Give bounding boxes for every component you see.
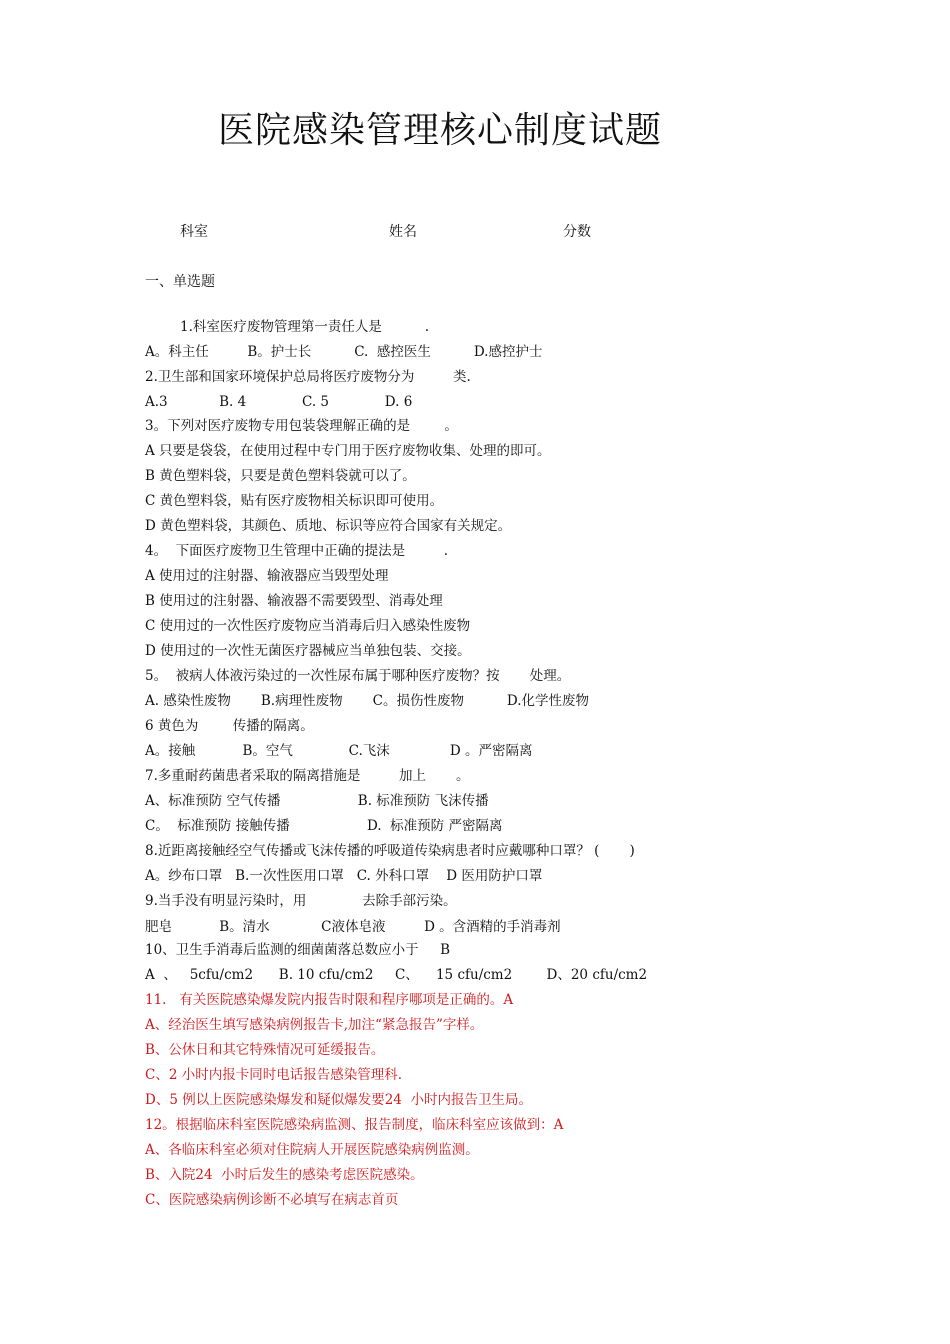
question-7: 7.多重耐药菌患者采取的隔离措施是 加上 。 xyxy=(145,768,470,784)
question-11-option-d: D、5 例以上医院感染爆发和疑似爆发要24 小时内报告卫生局。 xyxy=(145,1092,532,1108)
question-3-option-b: B 黄色塑料袋，只要是黄色塑料袋就可以了。 xyxy=(145,468,416,484)
question-8-options: A。纱布口罩 B.一次性医用口罩 C. 外科口罩 D 医用防护口罩 xyxy=(145,868,543,884)
question-3-option-c: C 黄色塑料袋，贴有医疗废物相关标识即可使用。 xyxy=(145,493,444,509)
question-5: 5。 被病人体液污染过的一次性尿布属于哪种医疗废物？按 处理。 xyxy=(145,668,571,684)
question-11-option-a: A、经治医生填写感染病例报告卡,加注“紧急报告”字样。 xyxy=(145,1017,484,1033)
question-11-option-c: C、2 小时内报卡同时电话报告感染管理科. xyxy=(145,1067,403,1083)
question-1: 1.科室医疗废物管理第一责任人是 . xyxy=(180,319,430,335)
question-7-options-ab: A、标准预防 空气传播 B. 标准预防 飞沫传播 xyxy=(145,793,489,809)
question-7-options-cd: C。 标准预防 接触传播 D. 标准预防 严密隔离 xyxy=(145,818,503,834)
question-4: 4。 下面医疗废物卫生管理中正确的提法是 . xyxy=(145,543,449,559)
question-2: 2.卫生部和国家环境保护总局将医疗废物分为 类. xyxy=(145,369,471,385)
question-4-option-a: A 使用过的注射器、输液器应当毁型处理 xyxy=(145,568,389,584)
question-3: 3。下列对医疗废物专用包装袋理解正确的是 。 xyxy=(145,418,458,434)
question-10: 10、卫生手消毒后监测的细菌菌落总数应小于 B xyxy=(145,942,451,958)
question-2-options: A.3 B. 4 C. 5 D. 6 xyxy=(145,394,413,410)
question-4-option-d: D 使用过的一次性无菌医疗器械应当单独包装、交接。 xyxy=(145,643,471,659)
question-11: 11. 有关医院感染爆发院内报告时限和程序哪项是正确的。A xyxy=(145,992,514,1008)
question-11-option-b: B、公休日和其它特殊情况可延缓报告。 xyxy=(145,1042,385,1058)
question-8: 8.近距离接触经空气传播或飞沫传播的呼吸道传染病患者时应戴哪种口罩？ ( ) xyxy=(145,843,635,859)
question-4-option-c: C 使用过的一次性医疗废物应当消毒后归入感染性废物 xyxy=(145,618,471,634)
question-5-options: A. 感染性废物 B.病理性废物 C。损伤性废物 D.化学性废物 xyxy=(145,693,589,709)
question-6-options: A。接触 B。空气 C.飞沫 D 。严密隔离 xyxy=(145,743,533,759)
question-12: 12。根据临床科室医院感染病监测、报告制度，临床科室应该做到：A xyxy=(145,1117,564,1133)
question-3-option-d: D 黄色塑料袋，其颜色、质地、标识等应符合国家有关规定。 xyxy=(145,518,512,534)
question-9: 9.当手没有明显污染时，用 去除手部污染。 xyxy=(145,893,457,909)
section-title: 一、单选题 xyxy=(145,274,215,290)
name-field-label: 姓名 xyxy=(389,224,417,240)
question-4-option-b: B 使用过的注射器、输液器不需要毁型、消毒处理 xyxy=(145,593,443,609)
question-10-options: A 、 5cfu/cm2 B. 10 cfu/cm2 C、 15 cfu/cm2 D、20 cfu/cm2 xyxy=(145,967,648,983)
question-12-option-b: B、入院24 小时后发生的感染考虑医院感染。 xyxy=(145,1167,424,1183)
question-1-options: A。科主任 B。护士长 C. 感控医生 D.感控护士 xyxy=(145,344,543,360)
question-6: 6 黄色为 传播的隔离。 xyxy=(145,718,314,734)
question-3-option-a: A 只要是袋袋，在使用过程中专门用于医疗废物收集、处理的即可。 xyxy=(145,443,551,459)
question-12-option-c: C、医院感染病例诊断不必填写在病志首页 xyxy=(145,1192,399,1208)
question-12-option-a: A、各临床科室必须对住院病人开展医院感染病例监测。 xyxy=(145,1142,479,1158)
question-9-options: 肥皂 B。清水 C液体皂液 D 。含酒精的手消毒剂 xyxy=(145,919,561,935)
dept-field-label: 科室 xyxy=(180,224,208,240)
score-field-label: 分数 xyxy=(563,224,591,240)
page-title: 医院感染管理核心制度试题 xyxy=(217,110,662,151)
